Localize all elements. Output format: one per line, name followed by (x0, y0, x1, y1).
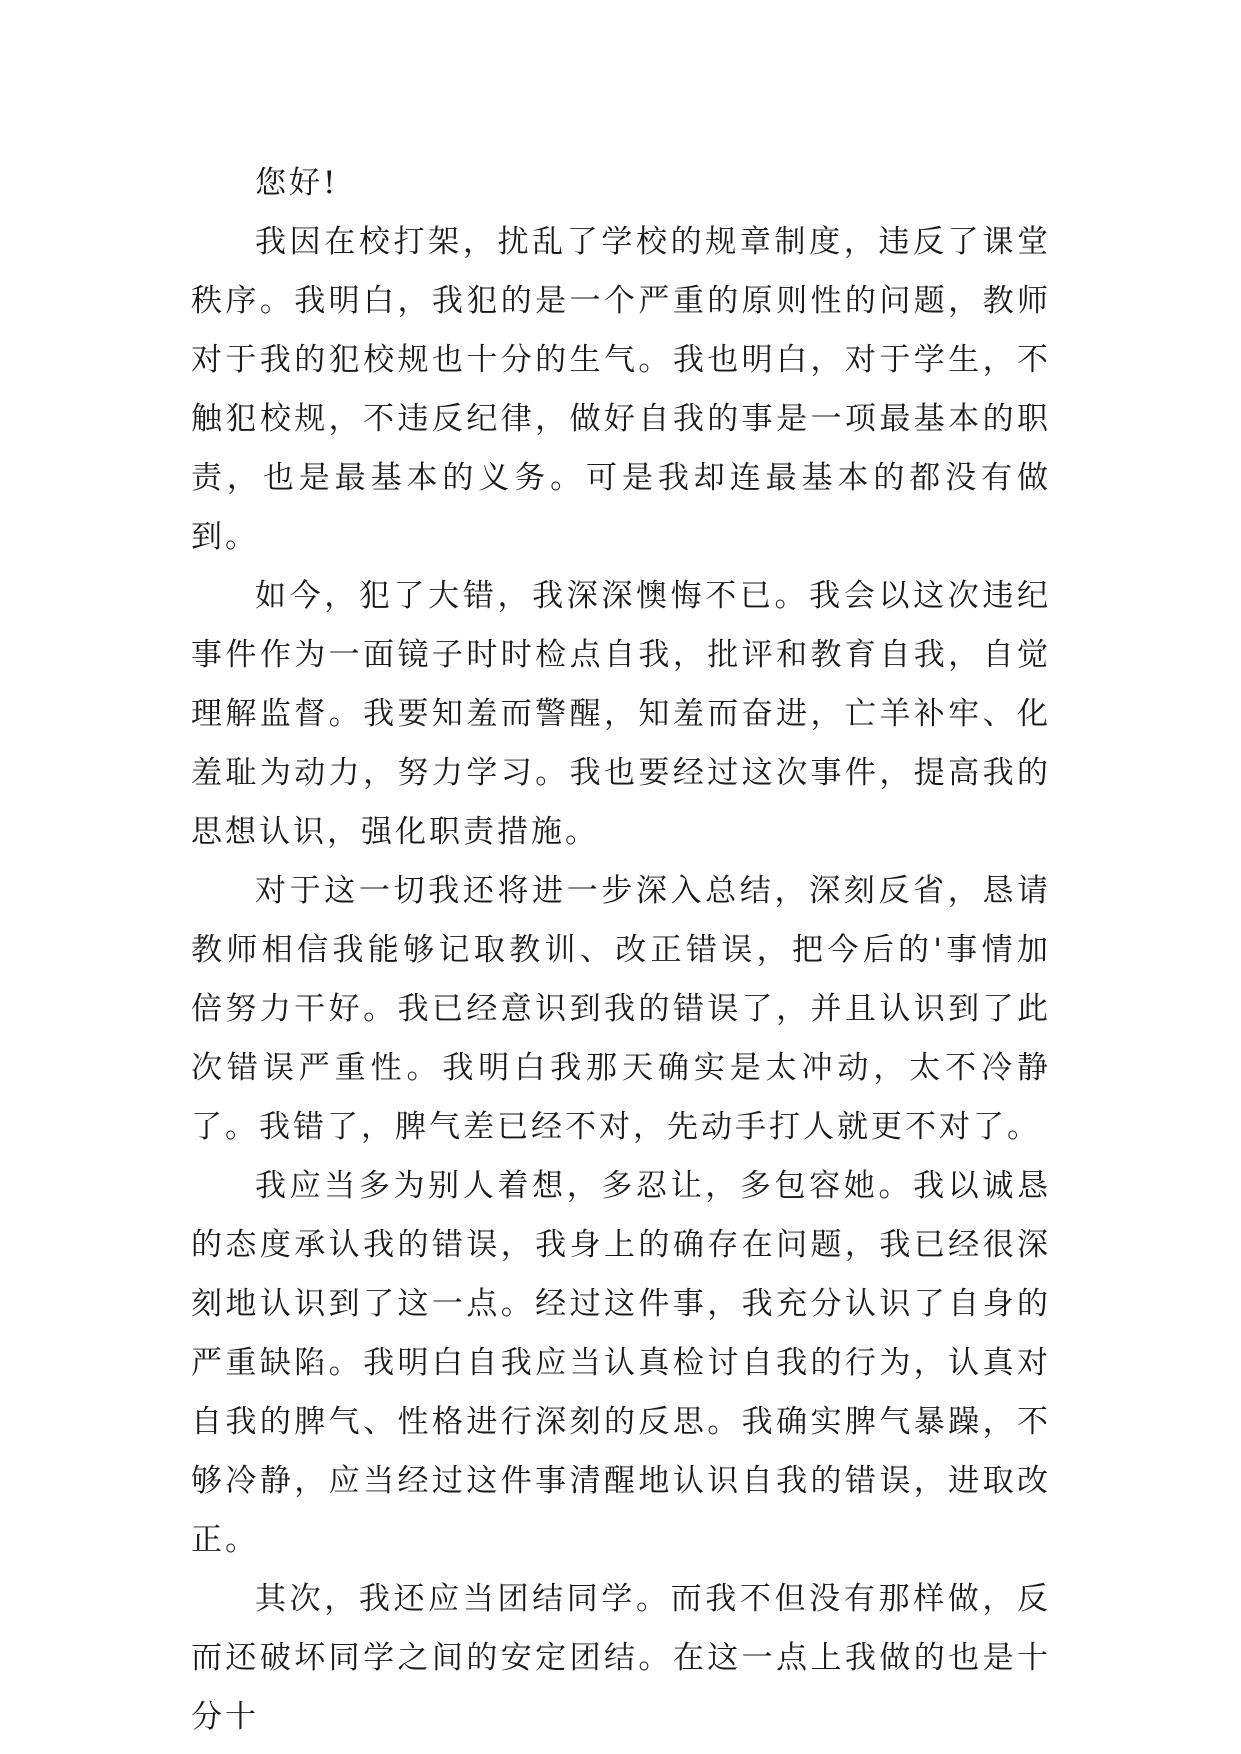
paragraph: 如今，犯了大错，我深深懊悔不已。我会以这次违纪事件作为一面镜子时时检点自我，批评和教育自我，自觉理解监督。我要知羞而警醒，知羞而奋进，亡羊补牢、化羞耻为动力，努力学习。我也要经过这次事件，提高我的思想认识，强化职责措施。 (191, 578, 1051, 850)
paragraph: 我因在校打架，扰乱了学校的规章制度，违反了课堂秩序。我明白，我犯的是一个严重的原则性的问题，教师对于我的犯校规也十分的生气。我也明白，对于学生，不触犯校规，不违反纪律，做好自我的事是一项最基本的职责，也是最基本的义务。可是我却连最基本的都没有做到。 (191, 224, 1051, 555)
paragraph: 对于这一切我还将进一步深入总结，深刻反省，恳请教师相信我能够记取教训、改正错误，把今后的'事情加倍努力干好。我已经意识到我的错误了，并且认识到了此次错误严重性。我明白我那天确实是太冲动，太不冷静了。我错了，脾气差已经不对，先动手打人就更不对了。 (191, 873, 1051, 1145)
paragraph: 我应当多为别人着想，多忍让，多包容她。我以诚恳的态度承认我的错误，我身上的确存在问题，我已经很深刻地认识到了这一点。经过这件事，我充分认识了自身的严重缺陷。我明白自我应当认真检讨自我的行为，认真对自我的脾气、性格进行深刻的反思。我确实脾气暴躁，不够冷静，应当经过这件事清醒地认识自我的错误，进取改正。 (191, 1168, 1051, 1558)
paragraph: 其次，我还应当团结同学。而我不但没有那样做，反而还破坏同学之间的安定团结。在这一点上我做的也是十分十 (191, 1581, 1051, 1735)
document-body (191, 154, 1051, 1747)
greeting: 您好! (255, 165, 339, 201)
